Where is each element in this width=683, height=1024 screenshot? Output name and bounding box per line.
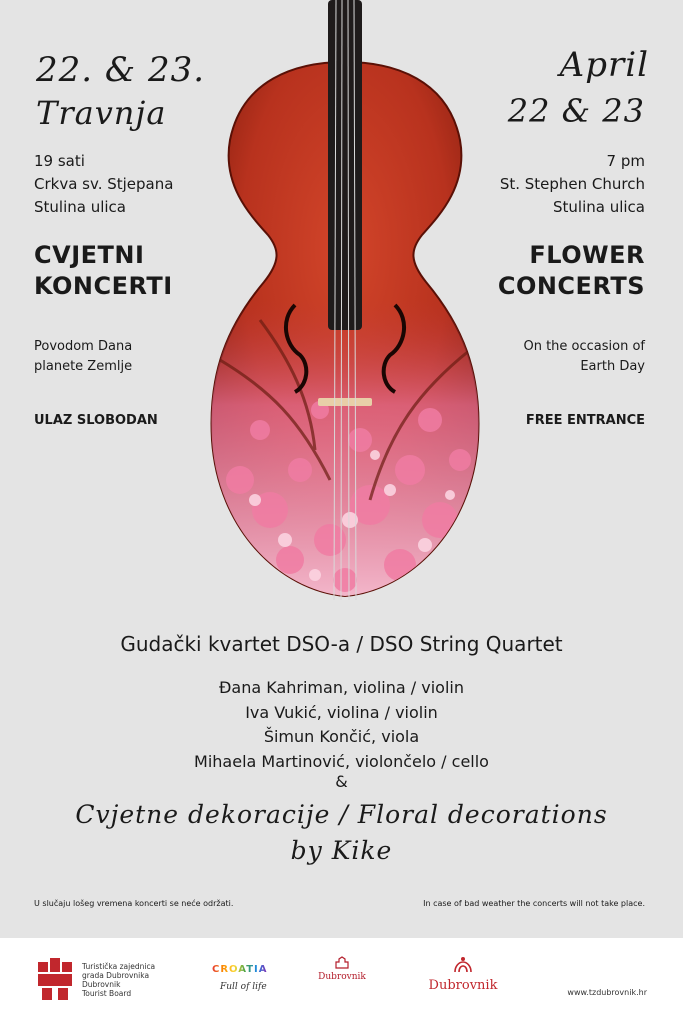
croatia-wordmark: CROATIA [212, 964, 268, 975]
quartet-title: Gudački kvartet DSO-a / DSO String Quartet [120, 632, 563, 656]
member-item: Šimun Končić, viola [263, 727, 420, 746]
violin-illustration [200, 0, 490, 600]
weather-note-hr: U slučaju lošeg vremena koncerti se neće održati. [34, 899, 234, 908]
occasion-en [523, 337, 645, 377]
title-en-line1: FLOWER [529, 241, 645, 269]
occasion-hr [34, 337, 132, 377]
dubrovnik-logo-large [418, 956, 508, 1008]
title-hr [34, 240, 173, 302]
croatia-logo [212, 964, 278, 1004]
website-link[interactable]: www.tzdubrovnik.hr [567, 988, 647, 997]
member-item: Đana Kahriman, violina / violin [219, 678, 464, 697]
time-hr: 19 sati [34, 152, 85, 170]
tz-line: Tourist Board [82, 989, 132, 998]
floral-decorations-line2: by Kike [290, 836, 393, 865]
member-item: Mihaela Martinović, violončelo / cello [194, 751, 489, 771]
tz-line: Dubrovnik [82, 980, 121, 989]
member-list [0, 676, 683, 774]
dubrovnik-small-text: Dubrovnik [318, 972, 366, 982]
fingerboard [328, 0, 362, 330]
street-hr: Stulina ulica [34, 198, 126, 216]
time-en: 7 pm [606, 152, 645, 170]
title-hr-line1: CVJETNI [34, 241, 145, 269]
ampersand: & [335, 772, 348, 791]
tourist-board-name [82, 962, 155, 998]
occasion-hr-line1: Povodom Dana [34, 339, 133, 354]
date-hr-days: 22. & 23. [36, 50, 206, 90]
dubrovnik-logo-small [312, 956, 372, 1006]
member-item: Iva Vukić, violina / violin [245, 702, 438, 722]
date-en-month: April [559, 45, 649, 85]
date-en-days: 22 & 23 [507, 92, 645, 130]
violin-bridge [318, 398, 372, 406]
dubrovnik-large-text: Dubrovnik [428, 978, 498, 993]
info-en [500, 150, 645, 219]
street-en: Stulina ulica [553, 198, 645, 216]
tourist-board-logo-icon [36, 958, 76, 1002]
info-hr [34, 150, 173, 219]
floral-decorations-line1: Cvjetne dekoracije / Floral decorations [75, 800, 608, 829]
entrance-hr: ULAZ SLOBODAN [34, 413, 158, 428]
weather-note-en: In case of bad weather the concerts will not take place. [423, 899, 645, 908]
entrance-en: FREE ENTRANCE [525, 413, 645, 428]
occasion-en-line1: On the occasion of [523, 339, 645, 354]
date-hr-month: Travnja [36, 94, 167, 132]
croatia-slogan: Full of life [220, 982, 267, 992]
sponsor-footer [0, 938, 683, 1024]
title-en [498, 240, 645, 302]
title-en-line2: CONCERTS [497, 272, 645, 300]
occasion-hr-line2: planete Zemlje [34, 359, 133, 374]
occasion-en-line2: Earth Day [580, 359, 645, 374]
venue-hr: Crkva sv. Stjepana [34, 175, 174, 193]
tz-line: Turistička zajednica [82, 962, 156, 971]
dubrovnik-emblem-icon [451, 956, 475, 976]
tz-line: grada Dubrovnika [82, 971, 150, 980]
dubrovnik-crest-icon [334, 956, 350, 970]
venue-en: St. Stephen Church [499, 175, 645, 193]
title-hr-line2: KONCERTI [34, 272, 173, 300]
